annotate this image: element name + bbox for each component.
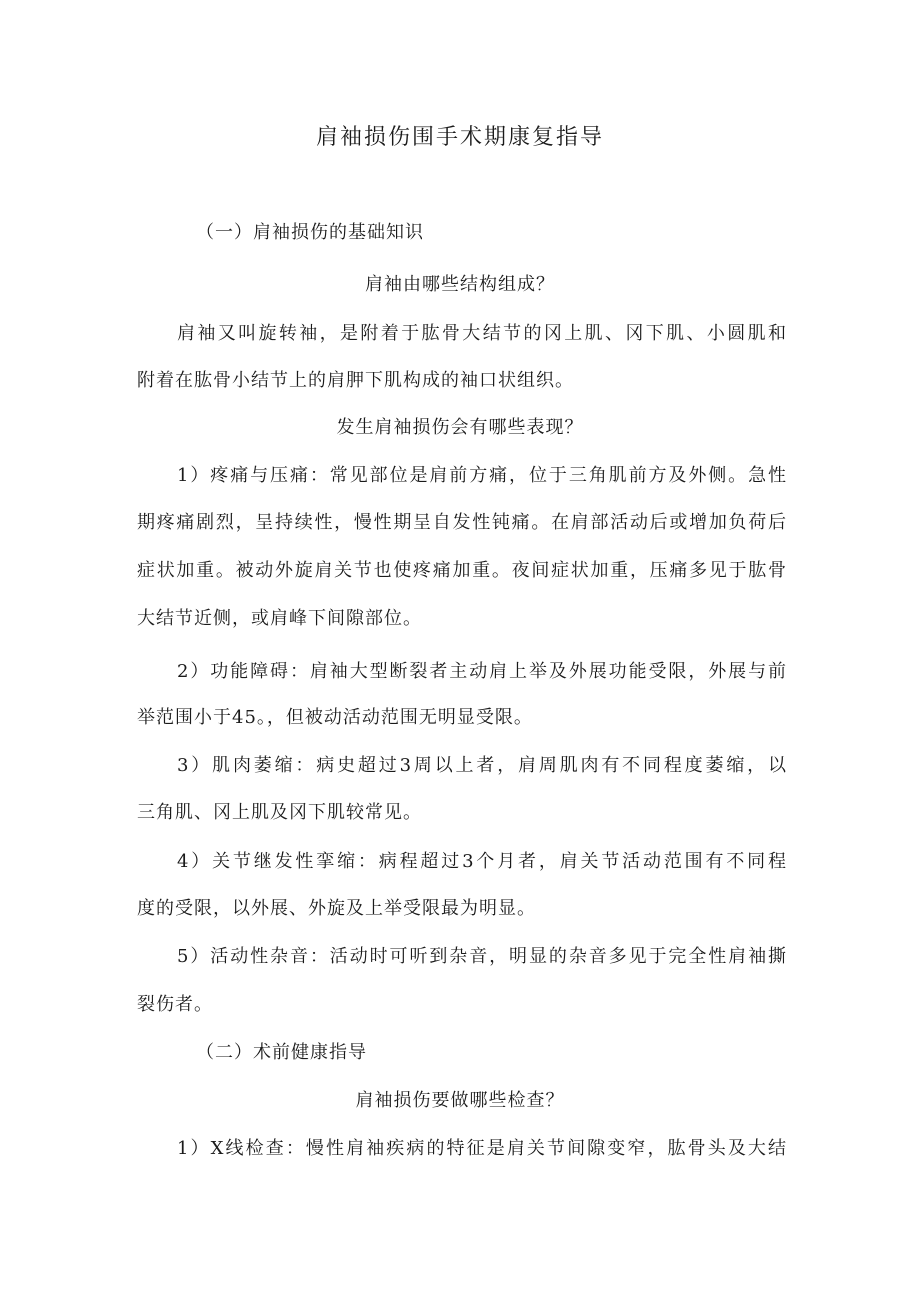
list-item-pain-line: 期疼痛剧烈，呈持续性，慢性期呈自发性钝痛。在肩部活动后或增加负荷后 — [137, 512, 787, 533]
list-item-contracture-line: 度的受限，以外展、外旋及上举受限最为明显。 — [137, 898, 536, 919]
question-examinations: 肩袖损伤要做哪些检查？ — [355, 1090, 565, 1111]
list-item-function-line: 举范围小于45。，但被动活动范围无明显受限。 — [137, 707, 533, 728]
list-item-noise-line: 5）活动性杂音：活动时可听到杂音，明显的杂音多见于完全性肩袖撕 — [177, 946, 787, 967]
list-item-pain-line: 症状加重。被动外旋肩关节也使疼痛加重。夜间症状加重，压痛多见于肱骨 — [137, 560, 787, 581]
list-item-atrophy-line: 3）肌肉萎缩：病史超过3周以上者，肩周肌肉有不同程度萎缩，以 — [177, 755, 787, 776]
section-heading-preop: （二）术前健康指导 — [196, 1042, 367, 1063]
list-item-atrophy-line: 三角肌、冈上肌及冈下肌较常见。 — [137, 802, 422, 823]
document-title: 肩袖损伤围手术期康复指导 — [315, 125, 604, 150]
list-item-contracture-line: 4）关节继发性挛缩：病程超过3个月者，肩关节活动范围有不同程 — [177, 851, 787, 872]
paragraph-line: 附着在肱骨小结节上的肩胛下肌构成的袖口状组织。 — [137, 370, 574, 391]
paragraph-line: 肩袖又叫旋转袖，是附着于肱骨大结节的冈上肌、冈下肌、小圆肌和 — [177, 323, 787, 344]
list-item-xray-line: 1）X线检查：慢性肩袖疾病的特征是肩关节间隙变窄，肱骨头及大结 — [177, 1138, 787, 1159]
list-item-function-line: 2）功能障碍：肩袖大型断裂者主动肩上举及外展功能受限，外展与前 — [177, 661, 787, 682]
list-item-pain-line: 大结节近侧，或肩峰下间隙部位。 — [137, 608, 422, 629]
question-symptoms: 发生肩袖损伤会有哪些表现？ — [336, 417, 584, 438]
section-heading-basics: （一）肩袖损伤的基础知识 — [196, 222, 424, 243]
question-structure: 肩袖由哪些结构组成？ — [365, 274, 555, 295]
list-item-noise-line: 裂伤者。 — [137, 994, 213, 1015]
list-item-pain-line: 1）疼痛与压痛：常见部位是肩前方痛，位于三角肌前方及外侧。急性 — [177, 465, 787, 486]
